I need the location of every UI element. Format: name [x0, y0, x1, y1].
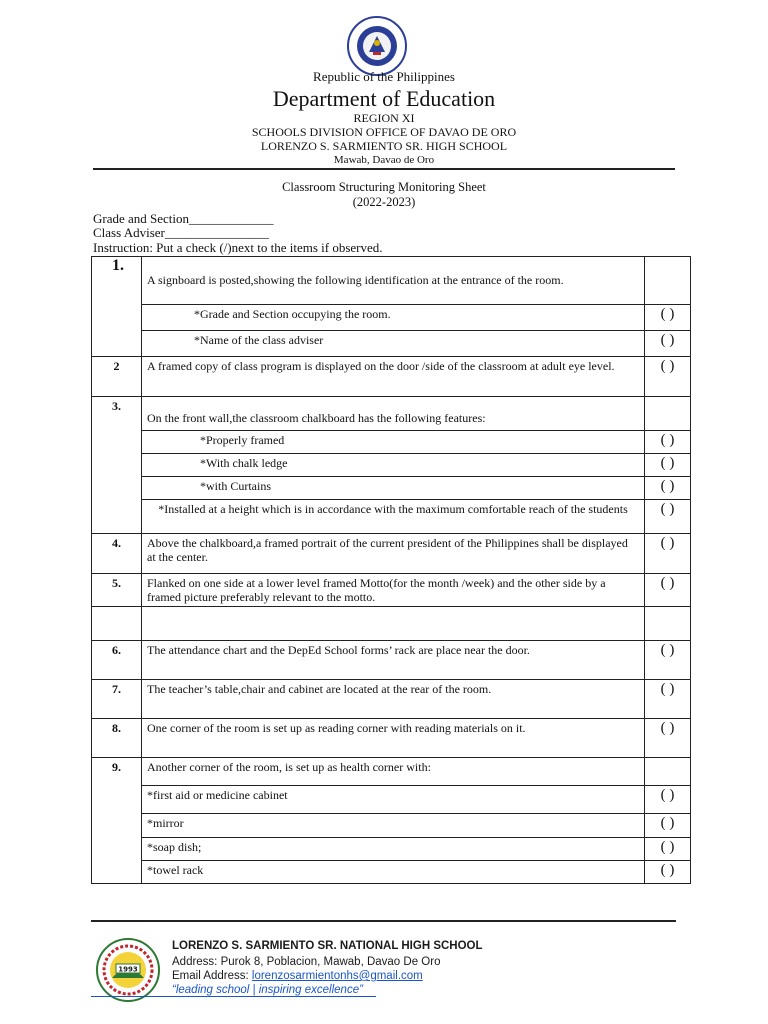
item-number: 6.	[92, 641, 142, 680]
table-row	[92, 680, 691, 719]
footer-divider	[91, 920, 676, 922]
republic-line: Republic of the Philippines	[313, 69, 455, 84]
footer-email-link[interactable]: lorenzosarmientonhs@gmail.com	[251, 970, 423, 982]
item-text: A framed copy of class program is displayed on the door /side of the classroom at adult eye level.	[142, 357, 645, 397]
logo-year: 1993	[118, 965, 138, 974]
table-row	[92, 574, 691, 607]
deped-seal-logo	[347, 16, 407, 76]
table-row	[92, 641, 691, 680]
check-box[interactable]: ( )	[645, 357, 691, 397]
item-number: 3.	[92, 397, 142, 534]
table-row	[92, 357, 691, 397]
region-line: REGION XI	[353, 111, 415, 125]
footer-blue-rule	[91, 996, 376, 997]
table-row	[92, 397, 691, 431]
item-text: The attendance chart and the DepEd School forms’ rack are place near the door.	[142, 641, 645, 680]
check-box[interactable]: ( )	[645, 814, 691, 838]
check-box[interactable]: ( )	[645, 500, 691, 534]
item-number: 1.	[92, 257, 142, 357]
table-row	[92, 257, 691, 305]
empty-cell	[142, 607, 645, 641]
table-row	[92, 454, 691, 477]
item-subtext: *mirror	[142, 814, 645, 838]
instruction-text: Instruction: Put a check (/)next to the items if observed.	[93, 240, 383, 255]
check-box[interactable]: ( )	[645, 477, 691, 500]
footer-motto: “leading school | inspiring excellence”	[172, 984, 363, 996]
check-box[interactable]: ( )	[645, 838, 691, 861]
table-row	[92, 500, 691, 534]
check-cell-empty	[645, 397, 691, 431]
check-box[interactable]: ( )	[645, 786, 691, 814]
item-subtext: *With chalk ledge	[142, 454, 645, 477]
check-box[interactable]: ( )	[645, 305, 691, 331]
item-text: Above the chalkboard,a framed portrait of the current president of the Philippines shall be displayed at the center.	[142, 534, 645, 574]
empty-cell	[645, 607, 691, 641]
table-row	[92, 534, 691, 574]
grade-section-field: Grade and Section_____________	[93, 211, 274, 226]
check-box[interactable]: ( )	[645, 641, 691, 680]
item-text: Another corner of the room, is set up as health corner with:	[142, 758, 645, 786]
department-title: Department of Education	[272, 86, 496, 111]
item-text: Flanked on one side at a lower level framed Motto(for the month /week) and the other side by a framed picture preferably relevant to the motto.	[142, 574, 645, 607]
table-row	[92, 477, 691, 500]
check-box[interactable]: ( )	[645, 861, 691, 884]
location-line: Mawab, Davao de Oro	[333, 154, 435, 166]
item-text: A signboard is posted,showing the following identification at the entrance of the room.	[142, 257, 645, 305]
check-box[interactable]: ( )	[645, 574, 691, 607]
class-adviser-field: Class Adviser________________	[93, 225, 269, 240]
table-row-empty	[92, 607, 691, 641]
item-subtext: *towel rack	[142, 861, 645, 884]
item-subtext: *Grade and Section occupying the room.	[142, 305, 645, 331]
footer-school-name: LORENZO S. SARMIENTO SR. NATIONAL HIGH SCHOOL	[172, 940, 483, 952]
table-row	[92, 331, 691, 357]
table-row	[92, 305, 691, 331]
item-text: On the front wall,the classroom chalkboard has the following features:	[142, 397, 645, 431]
table-row	[92, 786, 691, 814]
item-number: 2	[92, 357, 142, 397]
item-number: 9.	[92, 758, 142, 884]
header-divider	[93, 168, 675, 170]
item-subtext: *Installed at a height which is in accordance with the maximum comfortable reach of the students	[142, 500, 645, 534]
division-line: SCHOOLS DIVISION OFFICE OF DAVAO DE ORO	[251, 125, 517, 139]
item-subtext: *soap dish;	[142, 838, 645, 861]
item-subtext: *Name of the class adviser	[142, 331, 645, 357]
item-number: 5.	[92, 574, 142, 607]
footer-address: Address: Purok 8, Poblacion, Mawab, Davao De Oro	[172, 956, 441, 968]
check-box[interactable]: ( )	[645, 534, 691, 574]
item-text: The teacher’s table,chair and cabinet are located at the rear of the room.	[142, 680, 645, 719]
item-number: 7.	[92, 680, 142, 719]
check-box[interactable]: ( )	[645, 719, 691, 758]
footer-email-line	[172, 970, 423, 982]
footer-email-label: Email Address:	[172, 970, 252, 982]
checklist-table	[91, 256, 691, 884]
item-number: 8.	[92, 719, 142, 758]
item-subtext: *first aid or medicine cabinet	[142, 786, 645, 814]
sheet-year: (2022-2023)	[352, 195, 416, 209]
item-text: One corner of the room is set up as reading corner with reading materials on it.	[142, 719, 645, 758]
table-row	[92, 758, 691, 786]
item-number: 4.	[92, 534, 142, 574]
table-row	[92, 838, 691, 861]
check-box[interactable]: ( )	[645, 454, 691, 477]
item-subtext: *Properly framed	[142, 431, 645, 454]
item-subtext: *with Curtains	[142, 477, 645, 500]
check-cell-empty	[645, 758, 691, 786]
school-logo	[96, 938, 160, 1002]
table-row	[92, 861, 691, 884]
check-box[interactable]: ( )	[645, 680, 691, 719]
check-cell-empty	[645, 257, 691, 305]
school-line: LORENZO S. SARMIENTO SR. HIGH SCHOOL	[260, 139, 508, 153]
table-row	[92, 431, 691, 454]
check-box[interactable]: ( )	[645, 331, 691, 357]
empty-cell	[92, 607, 142, 641]
check-box[interactable]: ( )	[645, 431, 691, 454]
table-row	[92, 814, 691, 838]
sheet-title: Classroom Structuring Monitoring Sheet	[282, 180, 486, 194]
table-row	[92, 719, 691, 758]
